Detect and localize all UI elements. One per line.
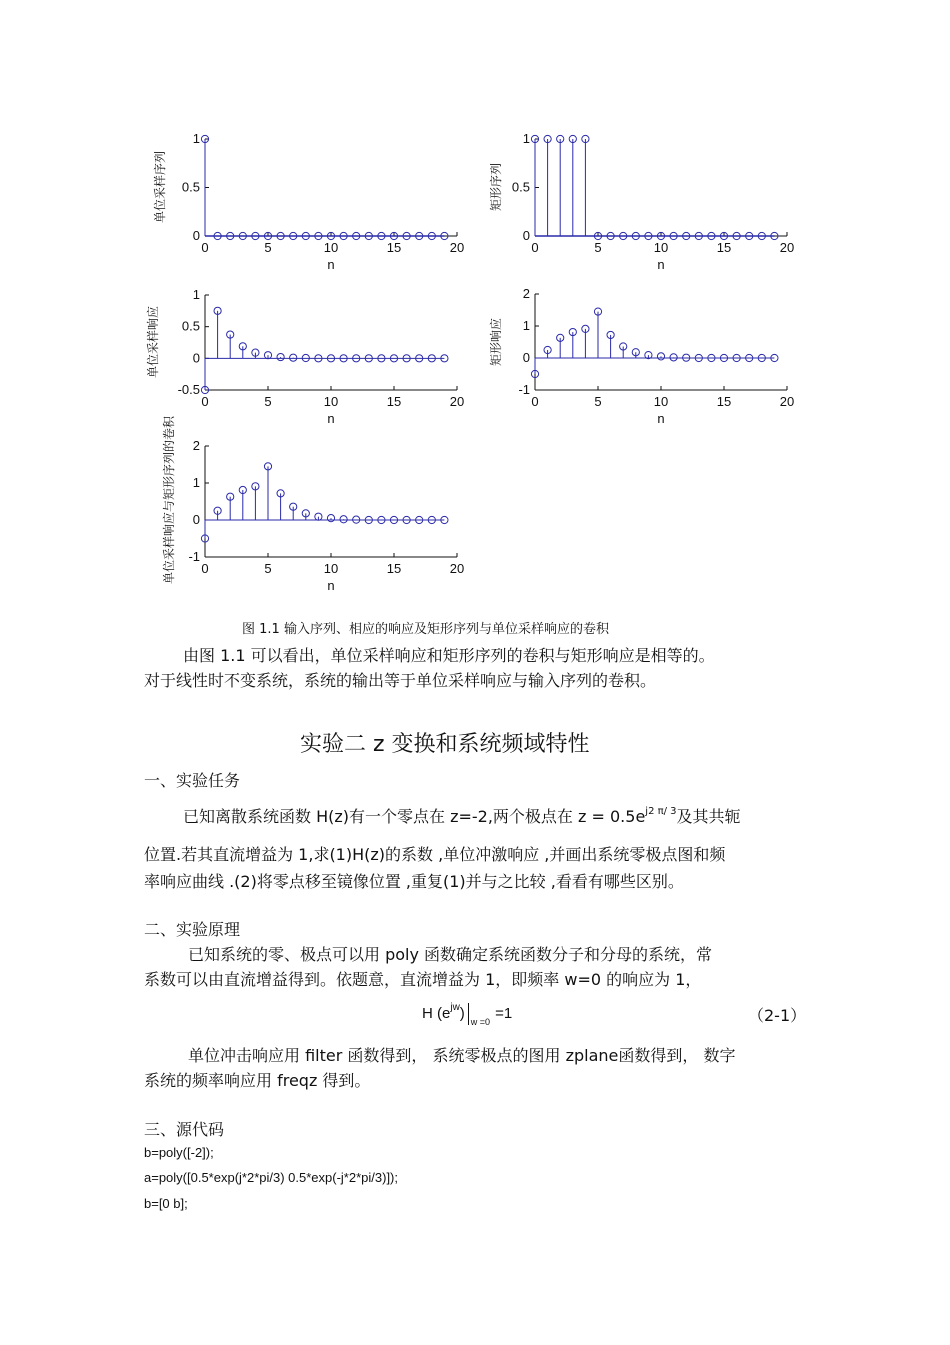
formula-rhs: =1 (495, 1004, 513, 1022)
task-line: 率响应曲线 .(2)将零点移至镜像位置 ,重复(1)并与之比较 ,看看有哪些区别。 (144, 872, 684, 891)
x-tick-label: 0 (531, 394, 539, 409)
paragraph-line: 对于线性时不变系统，系统的输出等于单位采样响应与输入序列的卷积。 (144, 671, 657, 690)
stem-chart-rect-seq (470, 125, 810, 275)
x-tick-label: 20 (779, 240, 795, 255)
x-tick-label: 20 (449, 240, 465, 255)
x-axis-label: n (327, 578, 335, 593)
y-tick-label: -0.5 (177, 382, 200, 397)
y-tick-label: 1 (192, 475, 200, 490)
formula-bar (468, 1003, 469, 1025)
y-tick-label: -1 (518, 382, 530, 397)
formula-lhs: H (e (422, 1004, 451, 1022)
code-line: b=[0 b]; (144, 1196, 188, 1211)
task-text: 已知离散系统函数 H(z)有一个零点在 z=-2,两个极点在 z = 0.5e (183, 807, 646, 826)
y-axis-label: 单位采样响应与矩形序列的卷积 (162, 415, 176, 585)
x-tick-label: 10 (653, 394, 669, 409)
x-tick-label: 0 (201, 240, 209, 255)
formula-close: ) (459, 1004, 465, 1022)
y-tick-label: 0 (522, 228, 530, 243)
paragraph-line: 由图 1.1 可以看出，单位采样响应和矩形序列的卷积与矩形响应是相等的。 (183, 646, 715, 665)
principle-line: 已知系统的零、极点可以用 poly 函数确定系统函数分子和分母的系统，常 (188, 945, 713, 964)
figure-caption: 图 1.1 输入序列、相应的响应及矩形序列与单位采样响应的卷积 (242, 622, 609, 637)
stem-chart-unit-sample (140, 125, 480, 275)
formula-subscript: w =0 (470, 1016, 491, 1027)
y-axis-label: 矩形序列 (489, 162, 503, 212)
x-tick-label: 0 (201, 561, 209, 576)
y-tick-label: 0.5 (511, 179, 530, 195)
x-tick-label: 20 (449, 561, 465, 576)
principle-line: 单位冲击响应用 filter 函数得到， 系统零极点的图用 zplane函数得到， 数字 (188, 1046, 736, 1065)
x-tick-label: 15 (386, 394, 402, 409)
y-tick-label: 0.5 (181, 179, 200, 195)
stem-chart-rect-response (470, 280, 810, 430)
x-tick-label: 10 (323, 394, 339, 409)
stem-marker (670, 354, 677, 361)
x-tick-label: 15 (716, 240, 732, 255)
formula-exponent: jw (450, 1001, 460, 1013)
y-tick-label: 0 (192, 350, 200, 366)
x-tick-label: 0 (531, 240, 539, 255)
subheading-principle: 二、实验原理 (144, 920, 241, 939)
formula-number: （2-1） (748, 1006, 807, 1025)
y-tick-label: 1 (522, 318, 530, 333)
stem-chart-convolution (140, 405, 480, 610)
x-axis-label: n (327, 411, 335, 426)
y-tick-label: 1 (522, 131, 530, 146)
x-tick-label: 5 (594, 394, 602, 409)
stem-marker (657, 353, 664, 360)
code-line: a=poly([0.5*exp(j*2*pi/3) 0.5*exp(-j*2*pi/3)]); (144, 1170, 398, 1185)
y-tick-label: 2 (192, 438, 200, 453)
x-tick-label: 15 (716, 394, 732, 409)
y-axis-label: 单位采样序列 (153, 150, 167, 224)
task-exponent: j2 π/ 3 (645, 806, 677, 817)
x-tick-label: 0 (201, 394, 209, 409)
y-tick-label: -1 (188, 549, 200, 564)
x-tick-label: 5 (594, 240, 602, 255)
y-tick-label: 0 (192, 512, 200, 527)
task-line (183, 804, 741, 827)
y-tick-label: 0 (192, 228, 200, 243)
principle-line: 系统的频率响应用 freqz 得到。 (144, 1071, 371, 1090)
x-tick-label: 10 (323, 561, 339, 576)
task-line: 位置.若其直流增益为 1,求(1)H(z)的系数 ,单位冲激响应 ,并画出系统零极点图和频 (144, 845, 726, 864)
x-tick-label: 20 (779, 394, 795, 409)
subheading-task: 一、实验任务 (144, 771, 241, 790)
x-tick-label: 20 (449, 394, 465, 409)
x-axis-label: n (327, 257, 335, 272)
x-tick-label: 5 (264, 240, 272, 255)
y-tick-label: 1 (192, 131, 200, 146)
task-tail: 及其共轭 (676, 807, 741, 826)
x-tick-label: 5 (264, 394, 272, 409)
x-tick-label: 10 (323, 240, 339, 255)
stem-marker (277, 353, 284, 360)
code-line: b=poly([-2]); (144, 1145, 214, 1160)
x-tick-label: 15 (386, 561, 402, 576)
formula-2-1 (422, 1003, 512, 1025)
y-tick-label: 2 (522, 286, 530, 301)
x-tick-label: 15 (386, 240, 402, 255)
x-axis-label: n (657, 257, 665, 272)
principle-line: 系数可以由直流增益得到。依题意，直流增益为 1，即频率 w=0 的响应为 1， (144, 970, 702, 989)
subheading-source: 三、源代码 (144, 1120, 225, 1139)
y-axis-label: 单位采样响应 (146, 305, 160, 379)
y-tick-label: 0 (522, 350, 530, 365)
x-tick-label: 5 (264, 561, 272, 576)
y-axis-label: 矩形响应 (489, 317, 503, 367)
y-tick-label: 0.5 (181, 318, 200, 334)
y-tick-label: 1 (192, 287, 200, 302)
x-tick-label: 10 (653, 240, 669, 255)
x-axis-label: n (657, 411, 665, 426)
section-title: 实验二 z 变换和系统频域特性 (300, 732, 590, 757)
